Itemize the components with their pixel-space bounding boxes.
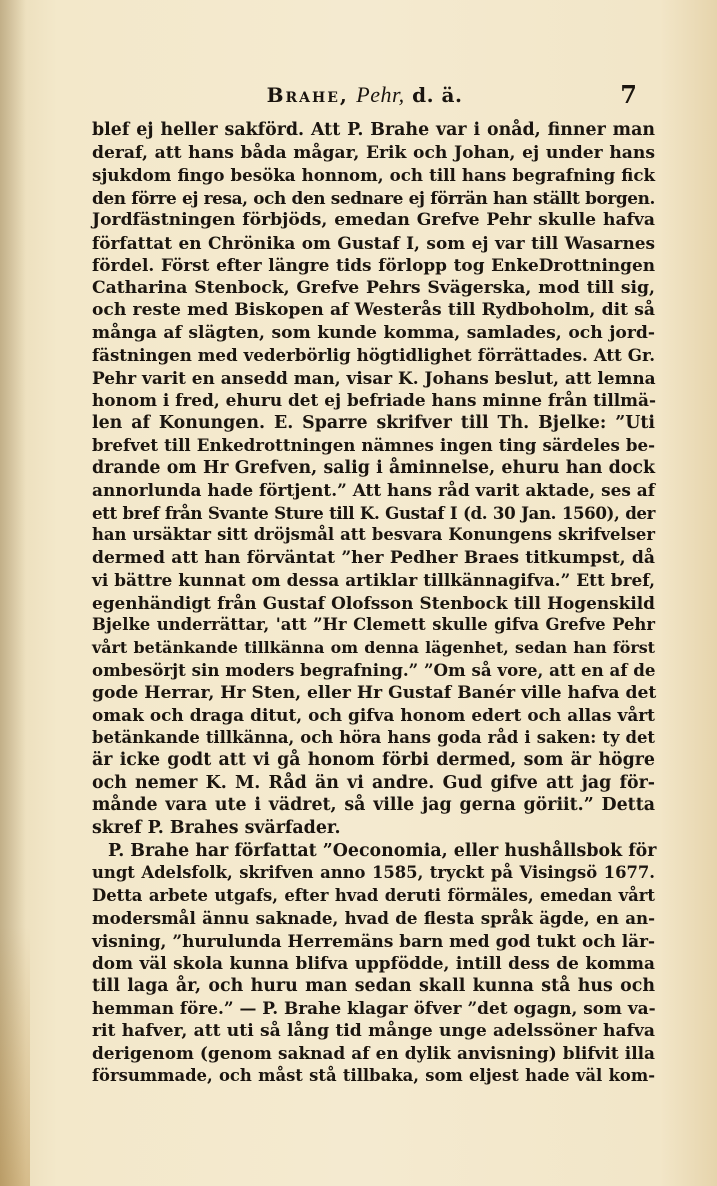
- text-line: modersmål ännu saknade, hvad de flesta språk ägde, en an-: [92, 908, 655, 929]
- text-line: ungt Adelsfolk, skrifven anno 1585, tryckt på Visingsö 1677.: [92, 863, 655, 883]
- text-line: ett bref från Svante Sture till K. Gustaf I (d. 30 Jan. 1560), der: [92, 502, 655, 523]
- text-line: fästningen med vederbörlig högtidlighet förrättades. Att Gr.: [92, 345, 655, 366]
- text-line: vårt betänkande tillkänna om denna lägenhet, sedan han först: [92, 637, 655, 657]
- running-head-name: Brahe,: [266, 83, 349, 107]
- text-line: Catharina Stenbock, Grefve Pehrs Svägerska, mod till sig,: [92, 277, 655, 298]
- body-text: [92, 119, 655, 1087]
- text-line: är icke godt att vi gå honom förbi dermed, som är högre: [92, 750, 655, 771]
- text-line: dom väl skola kunna blifva uppfödde, intill dess de komma: [92, 953, 655, 974]
- text-line: dermed att han förväntat ”her Pedher Braes titkumpst, då: [92, 547, 655, 568]
- text-line: derigenom (genom saknad af en dylik anvisning) blifvit illa: [92, 1043, 655, 1064]
- text-line: len af Konungen. E. Sparre skrifver till Th. Bjelke: ”Uti: [92, 412, 655, 433]
- text-line: drande om Hr Grefven, salig i åminnelse, ehuru han dock: [92, 457, 655, 478]
- text-line: deraf, att hans båda mågar, Erik och Johan, ej under hans: [92, 142, 655, 163]
- text-line: hemman före.” — P. Brahe klagar öfver ”det ogagn, som va-: [92, 998, 656, 1019]
- text-line: brefvet till Enkedrottningen nämnes ingen ting särdeles be-: [92, 435, 655, 456]
- text-line: vi bättre kunnat om dessa artiklar tillkännagifva.” Ett bref,: [92, 570, 655, 591]
- text-line: betänkande tillkänna, och höra hans goda råd i saken: ty det: [92, 727, 655, 747]
- text-line: P. Brahe har författat ”Oeconomia, eller hushållsbok för: [108, 840, 657, 861]
- page-header: [92, 82, 637, 112]
- running-head-given-name: Pehr,: [356, 82, 405, 107]
- text-line: honom i fred, ehuru det ej befriade hans minne från tillmä-: [92, 390, 657, 411]
- text-line: Jordfästningen förbjöds, emedan Grefve Pehr skulle hafva: [92, 210, 655, 231]
- running-head-suffix: d. ä.: [412, 83, 463, 107]
- text-line: blef ej heller sakförd. Att P. Brahe var i onåd, finner man: [92, 120, 655, 140]
- text-line: Detta arbete utgafs, efter hvad deruti förmäles, emedan vårt: [92, 885, 655, 905]
- text-line: och reste med Biskopen af Westerås till Rydboholm, dit så: [92, 300, 655, 321]
- page-number: 7: [620, 80, 637, 109]
- text-line: skref P. Brahes svärfader.: [92, 817, 341, 838]
- text-line: Bjelke underrättar, 'att ”Hr Clemett skulle gifva Grefve Pehr: [92, 615, 655, 635]
- text-line: och nemer K. M. Råd än vi andre. Gud gifve att jag för-: [92, 772, 655, 793]
- text-line: den förre ej resa, och den sednare ej förrän han ställt borgen.: [92, 187, 655, 208]
- text-line: författat en Chrönika om Gustaf I, som ej var till Wasarnes: [92, 232, 655, 253]
- text-line: fördel. Först efter längre tids förlopp tog EnkeDrottningen: [92, 255, 655, 276]
- text-line: visning, ”hurulunda Herremäns barn med god tukt och lär-: [92, 930, 655, 951]
- text-line: gode Herrar, Hr Sten, eller Hr Gustaf Banér ville hafva det: [92, 682, 657, 703]
- text-line: många af slägten, som kunde komma, samlades, och jord-: [92, 322, 655, 343]
- text-line: till laga år, och huru man sedan skall kunna stå hus och: [92, 975, 655, 996]
- text-line: Pehr varit en ansedd man, visar K. Johans beslut, att lemna: [92, 367, 656, 388]
- page-stain: [0, 926, 30, 1186]
- text-line: månde vara ute i vädret, så ville jag gerna göriit.” Detta: [92, 795, 655, 816]
- text-line: rit hafver, att uti så lång tid månge unge adelssöner hafva: [92, 1020, 655, 1041]
- running-head: [92, 82, 637, 108]
- text-line: omak och draga ditut, och gifva honom edert och allas vårt: [92, 705, 655, 726]
- text-line: ombesörjt sin moders begrafning.” ”Om så vore, att en af de: [92, 660, 656, 681]
- text-line: annorlunda hade förtjent.” Att hans råd varit aktade, ses af: [92, 480, 655, 501]
- text-line: försummade, och måst stå tillbaka, som eljest hade väl kom-: [92, 1065, 655, 1085]
- text-line: sjukdom fingo besöka honnom, och till hans begrafning fick: [92, 165, 655, 186]
- text-line: egenhändigt från Gustaf Olofsson Stenbock till Hogenskild: [92, 592, 655, 613]
- text-line: han ursäktar sitt dröjsmål att besvara Konungens skrifvelser: [92, 525, 655, 545]
